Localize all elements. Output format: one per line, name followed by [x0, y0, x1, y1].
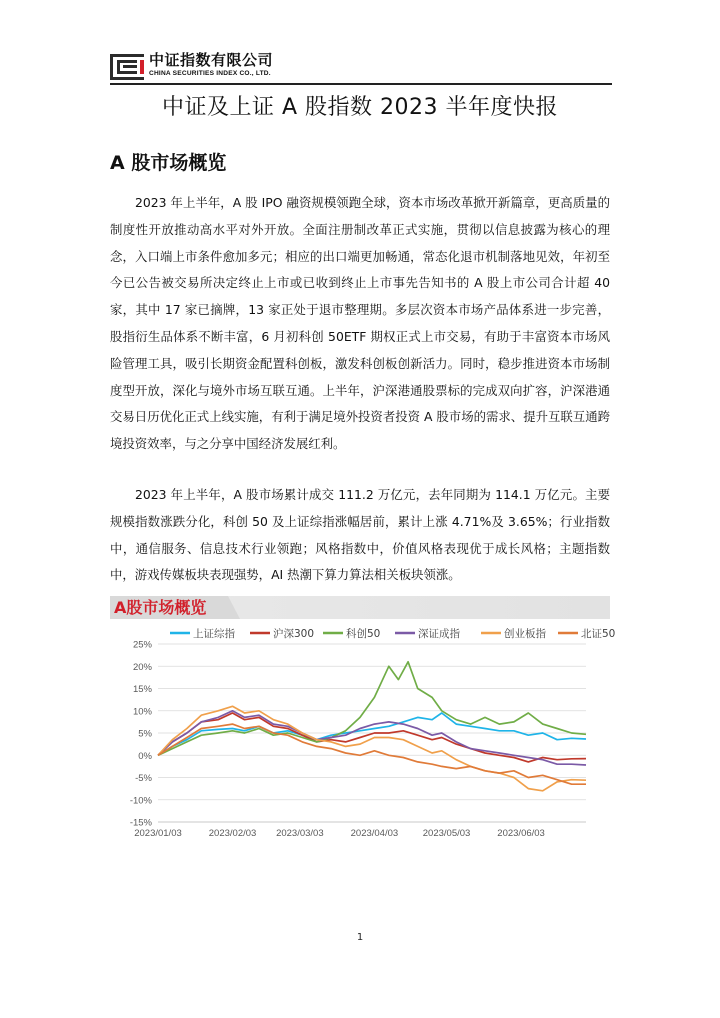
series-line — [158, 662, 586, 756]
x-tick-label: 2023/06/03 — [497, 828, 545, 839]
company-logo-icon — [110, 54, 144, 80]
y-tick-label: 20% — [132, 661, 152, 673]
series-line — [158, 713, 586, 762]
company-name-cn: 中证指数有限公司 — [149, 51, 274, 69]
paragraph-1: 2023 年上半年，A 股 IPO 融资规模领跑全球，资本市场改革掀开新篇章，更高质量的制度性开放推动高水平对外开放。全面注册制改革正式实施，贯彻以信息披露为核心的理念，入口端上市条件愈加多元；相应的出口端更加畅通，常态化退市机制落地见效，年初至今已公告被交易所决定终止上市或已收到终止上市事先告知书的 A 股上市公司合计超 40 家，其中 17 家已摘牌，13 家正处于退市整理期。多层次资本市场产品体系进一步完善，股指衍生品体系不断丰富，6 月初科创 50ETF 期权正式上市交易，有助于丰富资本市场风险管理工具，吸引长期资金配置科创板，激发科创板创新活力。同时，稳步推进资本市场制度型开放，深化与境外市场互联互通。上半年，沪深港通股票标的完成双向扩容，沪深港通交易日历优化正式上线实施，有利于满足境外投资者投资 A 股市场的需求、提升互联互通跨境投资效率，与之分享中国经济发展红利。 — [110, 195, 610, 452]
y-tick-label: 0% — [138, 750, 152, 762]
series-line — [158, 706, 586, 791]
document-title: 中证及上证 A 股指数 2023 半年度快报 — [161, 95, 558, 120]
legend-item — [323, 627, 380, 640]
legend-label: 上证综指 — [193, 628, 235, 640]
company-name-en: CHINA SECURITIES INDEX CO., LTD. — [149, 70, 271, 77]
legend-label: 北证50 — [581, 628, 616, 640]
legend-label: 深证成指 — [418, 628, 460, 640]
legend-item — [481, 627, 546, 640]
header-divider — [110, 83, 612, 85]
page-number: 1 — [356, 932, 364, 943]
section-heading: A 股市场概览 — [110, 152, 227, 174]
legend-label: 沪深300 — [273, 628, 315, 640]
legend-item — [558, 628, 615, 640]
y-tick-label: 15% — [132, 684, 152, 695]
y-tick-label: -5% — [135, 773, 152, 784]
legend-label: 科创50 — [346, 628, 381, 640]
x-tick-label: 2023/01/03 — [134, 828, 182, 839]
index-performance-chart — [110, 622, 616, 854]
banner-title: A股市场概览 — [114, 598, 207, 617]
legend-item — [395, 627, 460, 640]
chart-banner — [110, 596, 610, 619]
paragraph-2: 2023 年上半年，A 股市场累计成交 111.2 万亿元，去年同期为 114.1 万亿元。主要规模指数涨跌分化，科创 50 及上证综指涨幅居前，累计上涨 4.71%及 3.65%；行业指数中，通信服务、信息技术行业领跑；风格指数中，价值风格表现优于成长风格；主题指数中，游戏传媒板块表现强势，AI 热潮下算力算法相关板块领涨。 — [110, 487, 610, 583]
company-brand — [149, 52, 273, 78]
legend-label: 创业板指 — [504, 628, 546, 640]
x-tick-label: 2023/02/03 — [208, 828, 257, 839]
y-tick-label: -10% — [129, 795, 152, 807]
y-tick-label: 10% — [132, 706, 152, 718]
y-tick-label: 5% — [138, 728, 152, 740]
y-tick-label: 25% — [132, 639, 152, 651]
legend-item — [170, 627, 235, 640]
legend-item — [250, 627, 314, 640]
x-tick-label: 2023/03/03 — [276, 828, 324, 839]
x-tick-label: 2023/04/03 — [350, 828, 399, 839]
y-tick-label: -15% — [129, 817, 152, 829]
x-tick-label: 2023/05/03 — [422, 828, 471, 839]
